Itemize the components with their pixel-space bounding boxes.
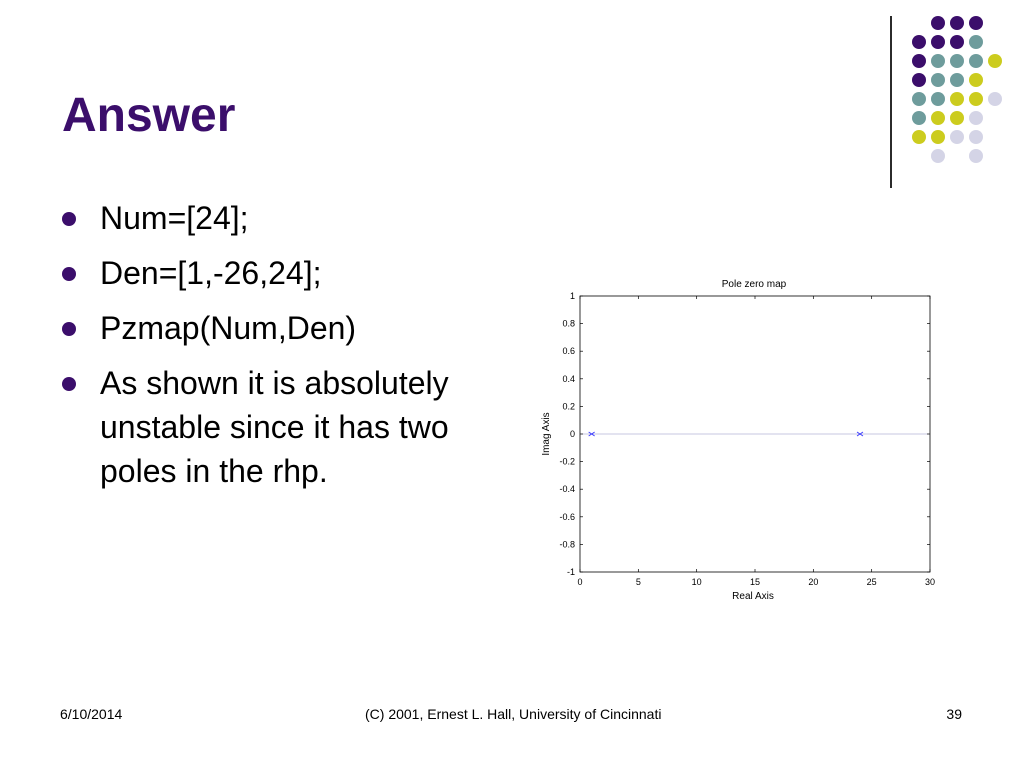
decorative-dot <box>950 130 964 144</box>
decorative-dot <box>969 35 983 49</box>
bullet-item <box>62 251 502 295</box>
x-tick-label: 0 <box>577 577 583 587</box>
decorative-dot <box>931 35 945 49</box>
footer-date: 6/10/2014 <box>60 706 123 722</box>
decorative-dot <box>912 111 926 125</box>
pole-zero-chart <box>536 270 946 610</box>
decorative-dot <box>988 92 1002 106</box>
x-tick-label: 10 <box>691 577 702 587</box>
bullet-item <box>62 361 502 493</box>
y-tick-label: 0.8 <box>562 318 575 329</box>
decorative-dot <box>969 149 983 163</box>
x-tick-label: 20 <box>808 577 819 587</box>
y-tick-label: 0.6 <box>562 346 575 357</box>
chart-x-axis-label: Real Axis <box>732 591 774 602</box>
bullet-text: Pzmap(Num,Den) <box>100 310 357 346</box>
decorative-dot <box>988 54 1002 68</box>
footer-page-number: 39 <box>946 706 962 722</box>
decorative-dot <box>931 73 945 87</box>
decorative-dot <box>969 111 983 125</box>
divider-line <box>890 16 892 188</box>
decorative-dot <box>950 54 964 68</box>
y-tick-label: -0.8 <box>559 539 575 550</box>
decorative-dot <box>912 92 926 106</box>
decorative-dot <box>969 73 983 87</box>
decorative-dot <box>912 73 926 87</box>
decorative-dot <box>912 35 926 49</box>
bullet-list <box>62 196 502 504</box>
y-tick-label: -0.6 <box>559 511 575 522</box>
decorative-dot <box>950 111 964 125</box>
y-tick-label: 0.2 <box>562 401 575 412</box>
x-tick-label: 30 <box>924 577 936 587</box>
y-tick-label: 0.4 <box>562 373 575 384</box>
chart-y-axis-label: Imag Axis <box>541 412 552 456</box>
chart-title: Pole zero map <box>721 279 787 290</box>
bullet-dot-icon <box>62 212 76 226</box>
decorative-dot <box>912 54 926 68</box>
decorative-dot <box>931 92 945 106</box>
decorative-dot <box>969 54 983 68</box>
decorative-dot <box>969 130 983 144</box>
bullet-dot-icon <box>62 377 76 391</box>
bullet-item <box>62 196 502 240</box>
bullet-dot-icon <box>62 267 76 281</box>
x-tick-label: 15 <box>749 577 761 587</box>
y-tick-label: 0 <box>569 429 575 439</box>
y-tick-label: -1 <box>566 567 575 577</box>
decorative-dot <box>950 73 964 87</box>
bullet-text: Den=[1,-26,24]; <box>100 255 322 291</box>
decorative-dot <box>969 16 983 30</box>
decorative-dot <box>950 92 964 106</box>
footer-copyright: (C) 2001, Ernest L. Hall, University of Cincinnati <box>365 706 662 722</box>
decorative-dot <box>931 16 945 30</box>
decorative-dot <box>969 92 983 106</box>
x-tick-label: 25 <box>866 577 877 587</box>
bullet-text: As shown it is absolutely unstable since it has two poles in the rhp. <box>100 365 449 489</box>
decorative-dot <box>912 130 926 144</box>
y-tick-label: -0.4 <box>559 484 575 495</box>
y-tick-label: 1 <box>569 291 575 301</box>
decorative-dot <box>931 130 945 144</box>
decorative-dot <box>950 35 964 49</box>
decorative-dot <box>931 111 945 125</box>
bullet-dot-icon <box>62 322 76 336</box>
x-tick-label: 5 <box>635 577 641 587</box>
y-tick-label: -0.2 <box>559 456 575 467</box>
slide-title: Answer <box>62 89 236 142</box>
bullet-item <box>62 306 502 350</box>
decorative-dot <box>931 54 945 68</box>
decorative-dot <box>950 16 964 30</box>
decorative-dot <box>931 149 945 163</box>
bullet-text: Num=[24]; <box>100 200 249 236</box>
